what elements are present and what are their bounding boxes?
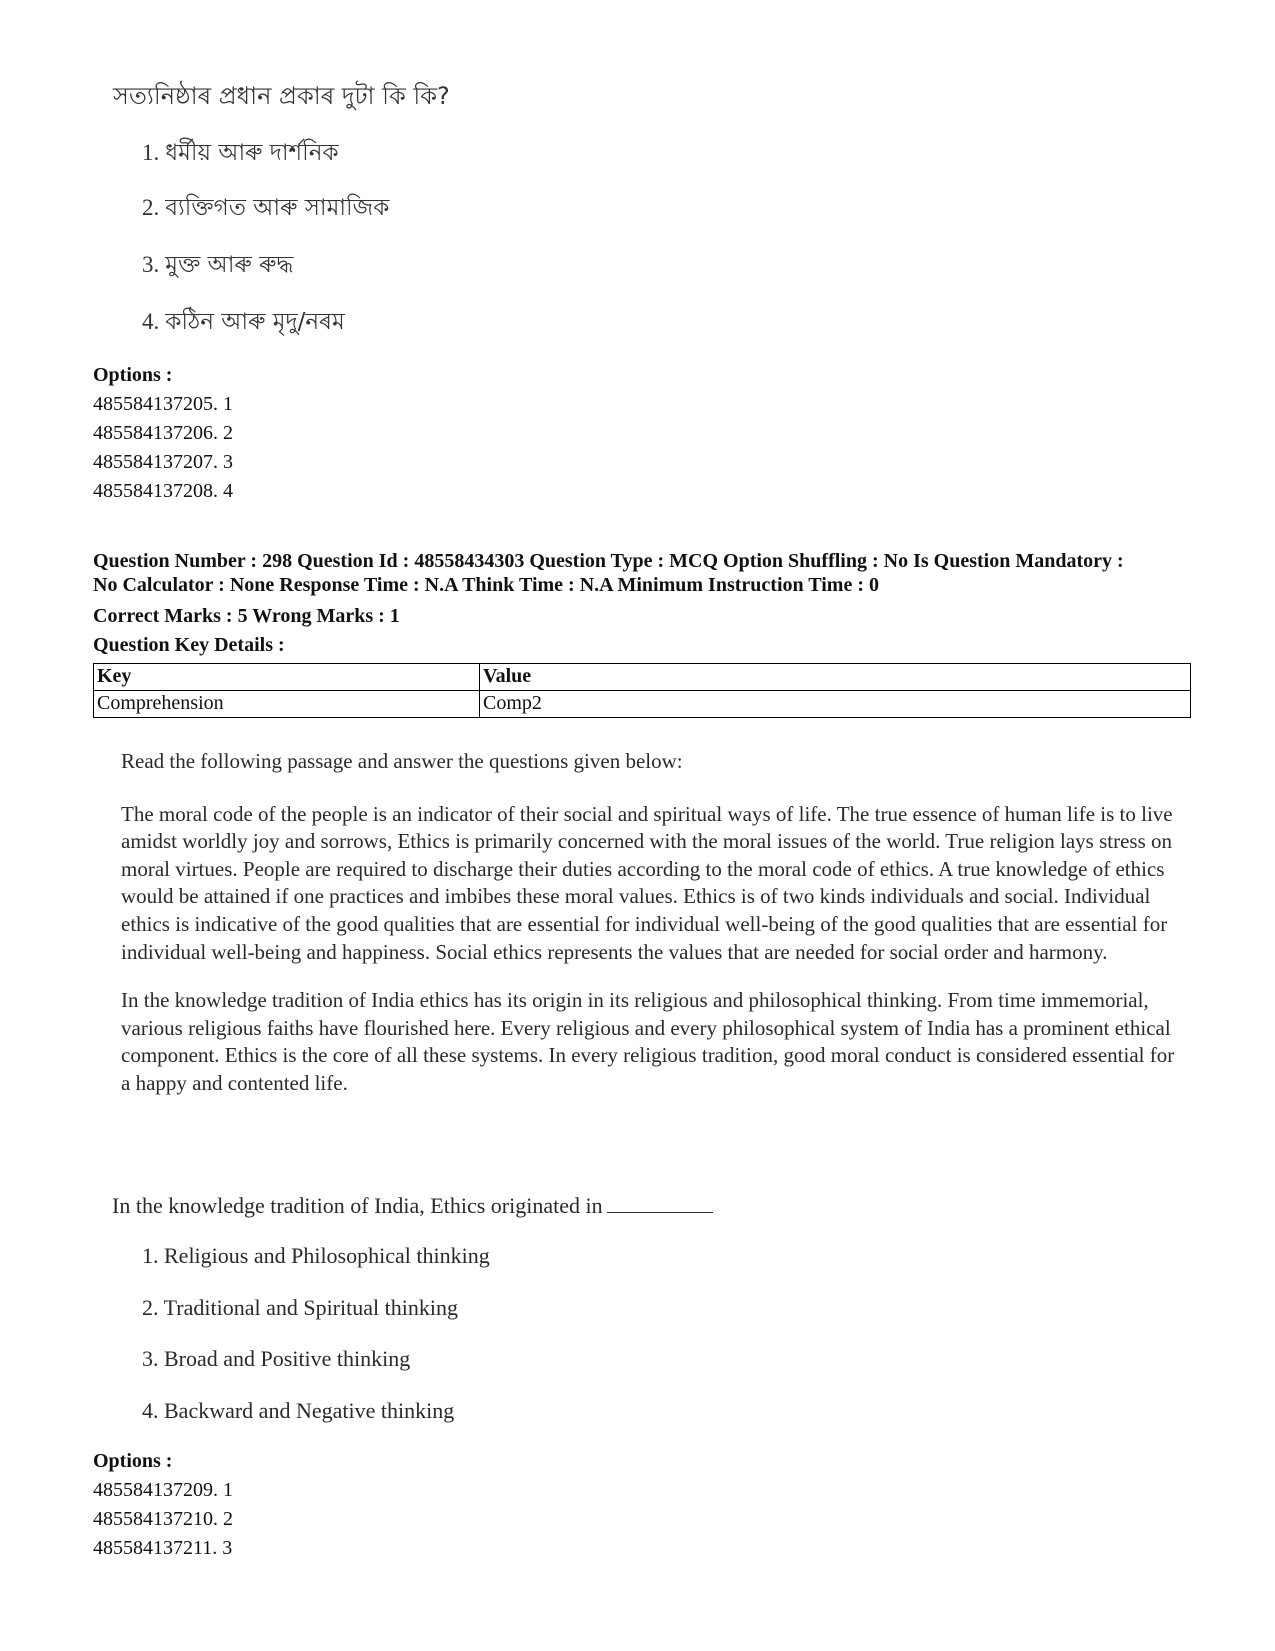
key-details-table	[93, 663, 1191, 718]
choice-number: 4.	[142, 309, 160, 334]
choice-2	[142, 189, 389, 228]
option-item: 485584137205. 1	[93, 393, 233, 415]
choice-2: 2. Traditional and Spiritual thinking	[142, 1295, 458, 1320]
table-row	[94, 691, 1191, 718]
comprehension-passage	[121, 748, 1186, 1119]
table-cell: Comprehension	[94, 691, 480, 718]
options-list	[93, 361, 233, 506]
options-list	[93, 1447, 233, 1563]
choice-number: 3.	[142, 252, 160, 277]
options-heading: Options :	[93, 364, 173, 386]
question-text	[112, 1193, 713, 1219]
key-details-heading: Question Key Details :	[93, 634, 285, 656]
option-item: 485584137210. 2	[93, 1508, 233, 1530]
passage-paragraph: In the knowledge tradition of India ethics has its origin in its religious and philosophical thinking. From time immemorial, various religious faiths have flourished here. Every religious and every philosophical system of India has a prominent ethical component. Ethics is the core of all these systems. In every religious tradition, good moral conduct is considered essential for a happy and contented life.	[121, 988, 1175, 1095]
choice-label: কঠিন আৰু মৃদু/নৰম	[165, 309, 345, 335]
table-cell: Comp2	[480, 691, 1191, 718]
table-header-row	[94, 664, 1191, 691]
choice-label: ব্যক্তিগত আৰু সামাজিক	[165, 195, 390, 221]
passage-paragraph: The moral code of the people is an indicator of their social and spiritual ways of life. The true essence of human life is to live amidst worldly joy and sorrows, Ethics is primarily concerned with the moral issues of the world. True religion lays stress on moral virtues. People are required to discharge their duties according to the moral code of ethics. A true knowledge of ethics would be attained if one practices and imbibes these moral values. Ethics is of two kinds individuals and social. Individual ethics is indicative of the good qualities that are essential for individual well-being of the good qualities that are essential for individual well-being and happiness. Social ethics represents the values that are needed for social order and harmony.	[121, 801, 1173, 964]
option-item: 485584137209. 1	[93, 1479, 233, 1501]
choice-number: 2.	[142, 195, 160, 220]
choice-1	[142, 134, 339, 173]
option-item: 485584137208. 4	[93, 480, 233, 502]
option-item: 485584137207. 3	[93, 451, 233, 473]
choice-label: ধৰ্মীয় আৰু দাৰ্শনিক	[165, 140, 339, 166]
answer-blank	[607, 1194, 713, 1213]
passage-intro: Read the following passage and answer the questions given below:	[121, 749, 683, 773]
question-text-body: In the knowledge tradition of India, Ethics originated in	[112, 1193, 603, 1218]
question-marks: Correct Marks : 5 Wrong Marks : 1	[93, 605, 400, 627]
choice-3: 3. Broad and Positive thinking	[142, 1346, 411, 1371]
question-meta-line: Question Number : 298 Question Id : 48558434303 Question Type : MCQ Option Shuffling : No Is Question Mandatory :	[93, 550, 1124, 572]
question-meta	[93, 549, 1193, 597]
option-item: 485584137206. 2	[93, 422, 233, 444]
options-heading: Options :	[93, 1450, 173, 1472]
choice-3	[142, 246, 293, 285]
choice-number: 1.	[142, 140, 160, 165]
question-text: সত্যনিষ্ঠাৰ প্ৰধান প্ৰকাৰ দুটা কি কি?	[113, 82, 450, 110]
choice-4: 4. Backward and Negative thinking	[142, 1398, 455, 1423]
choice-1: 1. Religious and Philosophical thinking	[142, 1243, 490, 1268]
choice-4	[142, 303, 345, 342]
option-item: 485584137211. 3	[93, 1537, 233, 1559]
choice-label: মুক্ত আৰু ৰুদ্ধ	[165, 252, 294, 278]
table-header-cell: Key	[94, 664, 480, 691]
table-header-cell: Value	[480, 664, 1191, 691]
question-meta-line: No Calculator : None Response Time : N.A Think Time : N.A Minimum Instruction Time : 0	[93, 574, 879, 596]
